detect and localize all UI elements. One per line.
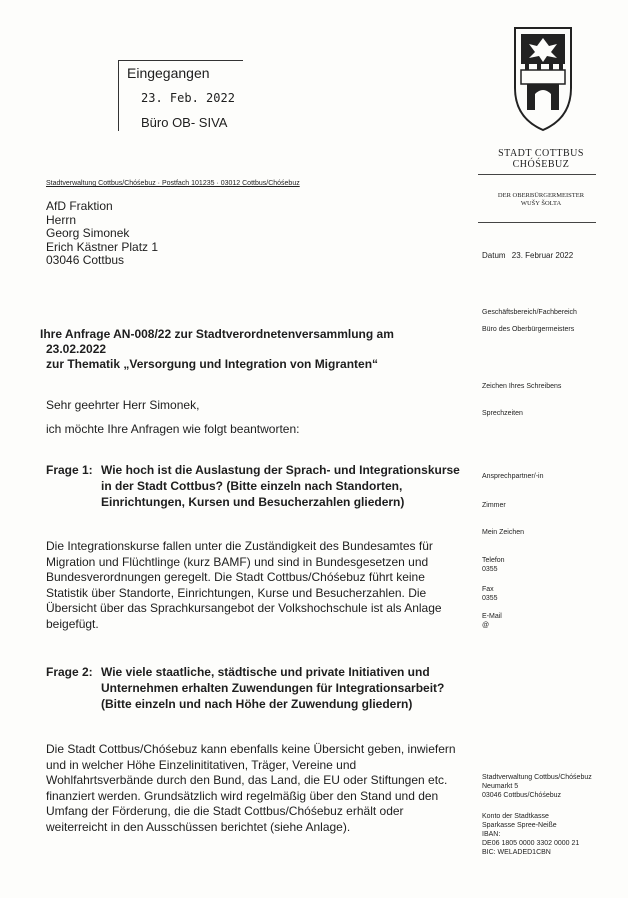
office-address [482,773,592,800]
your-reference-label: Zeichen Ihres Schreibens [482,383,562,390]
question-line: Einrichtungen, Kursen und Besucherzahlen gliedern) [101,495,405,509]
email-label: E-Mail [482,613,502,620]
answer-line: Übersicht über das Sprachkursangebot der Volkshochschule ist als Anlage [46,601,442,615]
question-1-label: Frage 1: [46,463,93,477]
subject [40,327,394,372]
city-crest-icon [507,18,579,138]
bank-line: Sparkasse Spree-Neiße [482,822,557,829]
recipient-line: 03046 Cottbus [46,253,125,267]
answer-line: Die Integrationskurse fallen unter die Zuständigkeit des Bundesamtes für [46,539,433,553]
answer-line: weiterreicht in den Ausschüssen berichtet (siehe Anlage). [46,819,351,834]
intro-text: ich möchte Ihre Anfragen wie folgt beantworten: [46,422,300,436]
my-reference-label: Mein Zeichen [482,529,525,536]
letterhead-divider [478,222,596,223]
bic-value: BIC: WELADED1CBN [482,849,551,856]
letterhead-city [476,148,606,170]
date-label: Datum [482,251,506,260]
question-line: in der Stadt Cottbus? (Bitte einzeln nach Standorten, [101,479,403,493]
receipt-stamp [118,60,243,131]
subject-line: zur Thematik „Versorgung und Integration von Migranten“ [46,357,379,371]
division-label: Geschäftsbereich/Fachbereich [482,309,577,316]
office-hours-label: Sprechzeiten [482,410,523,417]
date-value: 23. Februar 2022 [511,251,574,260]
answer-line: Wohlfahrtsverbände durch den Bund, das Land, die EU oder Stiftungen etc. [46,773,448,787]
room-label: Zimmer [482,502,506,509]
subject-line: Ihre Anfrage AN-008/22 zur Stadtverordnetenversammlung am [40,327,394,341]
phone-value: 0355 [482,566,498,573]
question-2-label: Frage 2: [46,665,93,679]
salutation: Sehr geehrter Herr Simonek, [46,398,200,412]
address-line: Neumarkt 5 [482,783,519,790]
date-field [482,251,573,260]
question-2-text [101,664,444,712]
stamp-date: 23. Feb. 2022 [141,91,235,105]
fax-field [482,585,498,603]
answer-line: Migration und Flüchtlinge (kurz BAMF) und sind in Bundesgesetzen und [46,554,429,569]
answer-line: Bundesverordnungen geregelt. Die Stadt Cottbus/Chóśebuz führt keine [46,570,425,584]
answer-2 [46,742,456,835]
iban-value: DE06 1805 0000 3302 0000 21 [482,840,580,847]
answer-line: Die Stadt Cottbus/Chóśebuz kann ebenfalls keine Übersicht geben, inwiefern [46,742,456,756]
stamp-office: Büro OB- SIVA [141,115,228,130]
recipient-address [46,200,158,268]
question-line: Wie hoch ist die Auslastung der Sprach- und Integrationskurse [101,463,460,477]
recipient-line: Georg Simonek [46,226,130,240]
answer-line: Statistik über Standorte, Einrichtungen, Kurse und Besucherzahlen. Die [46,585,427,600]
contact-label: Ansprechpartner/-in [482,473,544,480]
city-name-german: STADT COTTBUS [498,148,584,159]
bank-line: Konto der Stadtkasse [482,813,549,820]
letterhead-divider [478,174,596,175]
bank-details [482,812,579,857]
answer-line: Umfang der Förderung, die die Stadt Cottbus/Chóśebuz erhält oder [46,804,404,818]
fax-label: Fax [482,586,494,593]
phone-field [482,556,505,574]
address-line: Stadtverwaltung Cottbus/Chóśebuz [482,774,592,781]
letterhead-mayor [476,192,606,208]
question-line: Wie viele staatliche, städtische und private Initiativen und [101,665,430,679]
mayor-title-sorbian: WUŠY ŠOLTA [520,200,562,207]
city-name-sorbian: CHÓŚEBUZ [512,159,570,170]
fax-value: 0355 [482,595,498,602]
iban-label: IBAN: [482,831,501,838]
answer-line: beigefügt. [46,616,99,631]
sender-line: Stadtverwaltung Cottbus/Chóśebuz · Postfach 101235 · 03012 Cottbus/Chóśebuz [46,180,300,187]
subject-line: 23.02.2022 [46,342,107,356]
address-line: 03046 Cottbus/Chóśebuz [482,792,561,799]
question-line: (Bitte einzeln und nach Höhe der Zuwendung gliedern) [101,697,413,711]
answer-line: finanziert werden. Grundsätzlich wird regelmäßig über den Stand und den [46,788,439,803]
phone-label: Telefon [482,557,505,564]
recipient-line: Herrn [46,212,77,227]
email-value: @ [482,622,490,629]
question-1-text [101,462,460,510]
recipient-line: Erich Kästner Platz 1 [46,239,159,254]
answer-1 [46,539,442,632]
question-line: Unternehmen erhalten Zuwendungen für Integrationsarbeit? [101,681,445,695]
email-field [482,612,502,630]
mayor-title-german: DER OBERBÜRGERMEISTER [497,192,585,199]
division-value: Büro des Oberbürgermeisters [482,326,575,333]
answer-line: und in welcher Höhe Einzelinititativen, Träger, Vereine und [46,757,357,772]
recipient-line: AfD Fraktion [46,199,113,213]
stamp-received: Eingegangen [127,65,210,81]
